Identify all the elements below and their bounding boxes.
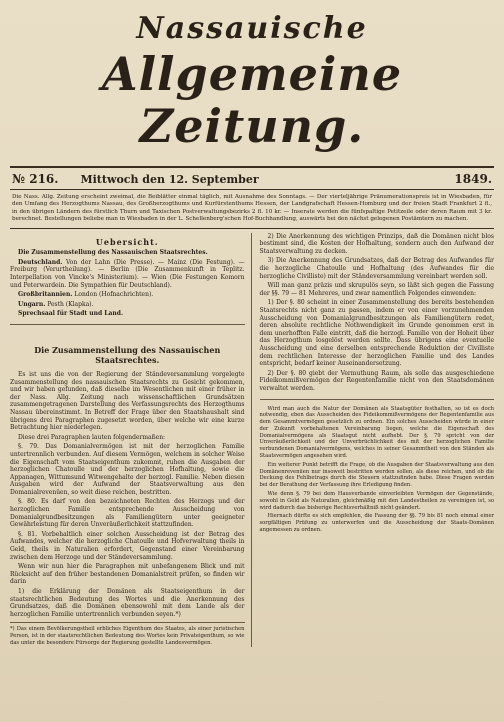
overview-item-label: Die Zusammenstellung des Nassauischen Staatsrechtes. (18, 249, 208, 257)
article-paragraph: 1) die Erklärung der Domänen als Staatseigenthum in der staatsrechtlichen Bedeutung des Wortes und die Anerkennung des Grundsatzes, daß die Domänen ebensowohl mit dem Lande als der herzoglichen Familie untertrennlich verbunden seyen.*) (10, 588, 245, 618)
overview-item (10, 301, 245, 309)
article-paragraph: 1) Der §. 80 scheint in einer Zusammenstellung des bereits bestehenden Staatsrechts nicht ganz zu passen, indem er von einer vorzunehmenden Ausscheidung von Domanialgrundbesitzungen als Familiengütern redet, deren absolute rechtliche Nothwendigkeit im Grunde genommen erst in dem unerhofften Falle eintritt, daß die herzogl. Familie von der Hoheit über das Herzogthum losgelöst werden sollte. Dass übrigens eine eventuelle Ausscheidung und eine derselben entsprechende Reduktion der Civilliste dem rechtlichen Interesse der herzoglichen Familie und des Landes entspricht, bedarf keiner Auseinandersetzung. (259, 299, 494, 368)
article-paragraph: Diese drei Paragraphen lauten folgendermaßen: (18, 433, 166, 441)
divider (10, 324, 245, 325)
overview-item-text: Pesth (Klapka). (47, 300, 94, 308)
columns (10, 233, 494, 647)
overview-item (10, 259, 245, 289)
footnote: *) Das einem Bevölkerungstheil erbliches Eigenthum des Staates, als einer juristischen Person, ist in der staatsrechtlichen Bedeutung des Wortes kein Privateigenthum, so wie das unter die besondere Fürsorge der Regierung gestellte Landesvermögen. (10, 626, 245, 646)
subscription-notice: Die Nass. Allg. Zeitung erscheint zweimal, die Beiblätter einmal täglich, mit Ausnahme des Sonntags. — Der vierteljährige Pränumerationspreis ist in Wiesbaden, für den Umfang des Herzogthums Nassau, des Großherzogthums und Kurfürstenthums Hessen, der Landgrafschaft Hessen-Homburg und der freien Stadt Frankfurt 2 fl., in den übrigen Ländern des fürstlich Thurn und Taxischen Postverwaltungsbezirks 2 fl. 10 kr. — Inserate werden die fünfspaltige Petitzeile oder deren Raum mit 3 kr. berechnet. Bestellungen beliebe man in Wiesbaden in der L. Schellenberg'schen Hof-Buchhandlung, auswärts bei den nächst gelegenen Postämtern zu machen. (10, 190, 494, 229)
right-column (260, 233, 495, 647)
issue-date: Mittwoch den 12. September (80, 173, 259, 186)
article-paragraph: §. 80. Es darf von den bezeichneten Rechten des Herzogs und der herzoglichen Familie entsprechende Ausscheidung von Domanialgrundbesitzungen als Familiengütern unter geeigneter Gewährleistung für deren Unveräußerlichkeit stattzufinden. (10, 498, 245, 529)
overview-item-text: Von der Lahn (Die Presse). — Mainz (Die Festung). — Freiburg (Verurtheilung). — Berlin (Die Zusammenkunft in Teplitz. Interpellation von Vincke's Ministerium). — Wien (Die Festungen Komorn und Peterwardein. Die Sympathien für Deutschland). (10, 258, 245, 289)
article-paragraph: 2) Die Anerkennung des wichtigen Prinzips, daß die Domänen nicht blos bestimmt sind, die Kosten der Hofhaltung, sondern auch den Aufwand der Staatsverwaltung zu decken. (259, 232, 494, 255)
article-paragraph: 3) Die Anerkennung des Grundsatzes, daß der Betrag des Aufwandes für die herzogliche Chatoulle und Hofhaltung (des Aufwandes für die herzogliche Civilliste) mit der Ständeversammlung vereinbart werden soll. (259, 257, 494, 280)
overview-list (10, 249, 245, 318)
left-column (10, 233, 252, 647)
article-paragraph: Will man ganz präzis und skrupulös seyn, so läßt sich gegen die Fassung der §§. 79 — 81 Mehreres, und zwar namentlich Folgendes einwenden: (259, 282, 494, 297)
article-paragraph: §. 81. Vorbehaltlich einer solchen Ausscheidung ist der Betrag des Aufwandes, welcher die herzogliche Chatoulle und Hofverwaltung theils in Geld, theils in Naturalien erfordert, Gegenstand einer Vereinbarung zwischen dem Herzoge und der Ständeversammlung. (10, 530, 245, 561)
article-title: Die Zusammenstellung des Nassauischen Staatsrechtes. (34, 344, 221, 365)
overview-item-text: London (Hofnachrichten). (74, 291, 154, 299)
masthead-line1: Nassauische (136, 11, 368, 46)
divider (260, 399, 495, 400)
dateline (10, 166, 494, 190)
issue-number: № 216. (12, 172, 59, 186)
issue-year: 1849. (454, 172, 492, 186)
article-paragraph: §. 79. Das Domanialvermögen ist mit der herzoglichen Familie untertrennlich verbunden. Auf diesem Vermögen, welchem in solcher Weise die Eigenschaft vom Staatseigenthum zukommt, ruhen die Ausgaben der herzoglichen Chatoulle und der herzoglichen Hofhaltung, sowie die Appanagen, Wittumsund Witwengehalte der herzogl. Familie. Neben diesen Ausgaben wird der Aufwand der Staatsverwaltung aus den Domanialrevenüen, so weit diese reichen, bestritten. (10, 443, 245, 496)
overview-item (10, 310, 245, 318)
overview-item-label: Deutschland. (18, 258, 63, 266)
overview-item (10, 249, 245, 257)
article-paragraph: Es ist uns die von der Regierung der Ständeversammlung vorgelegte Zusammenstellung des nassauischen Staatsrechts zu Gesicht gekommen, und wir haben gefunden, daß dieselbe im Wesentlichen mit einer früher in der Nass. Allg. Zeitung nach wissenschaftlichen Grundsätzen zusammengetragenen Darstellung des Verfassungsrechts des Herzogthums Nassau übereinstimmt. In Betreff der Frage über den Staatshaushalt sind übrigens drei Paragraphen zugesetzt worden, über welche wir eine kurze Betrachtung hier niederlegen. (10, 370, 245, 432)
footnote-divider (10, 622, 245, 623)
overview-item-label: Ungarn. (18, 300, 46, 308)
overview-item-label: Sprechsaal für Stadt und Land. (18, 310, 124, 318)
overview-item-label: Großbritannien. (18, 291, 73, 299)
masthead-title: Allgemeine Zeitung. (101, 47, 403, 153)
smallprint-paragraph: Wird man auch die Natur der Domänen als Staatsgüter festhalten, so ist es doch notwendig, eben das Ausscheiden des Fideikommißvermögens der Regentenfamilie aus dem Gesammtvermögen gesetzlich zu ordnen. Ein solches Ausscheiden würde in einer der Zukunft vorbehaltenen Vereinbarung liegen, welche die Eigenschaft des Domanialvermögens als Staatsgut nicht aufhebt. Der §. 79 spricht von der Unveräußerlichkeit und der Unverbrüchlichkeit des mit der herzoglichen Familie verbundenen Domanialvermögens, welches in seiner Gesammtheit von den Ständen als Staatsvermögen angesehen wird. (259, 405, 494, 460)
smallprint-paragraph: Wie denn §. 79 bei dem Hausverbande einverleibten Vermögen der Gegenstände, sowohl in Geld als Naturalien, gleichmäßig mit den Landestheilen zu vereinigen ist, so wird dadurch das bisherige Rechtsverhältniß nicht geändert. (259, 491, 494, 511)
smallprint-paragraph: Hiernach dürfte es sich empfehlen, die Fassung der §§. 79 bis 81 noch einmal einer sorgfältigen Prüfung zu unterwerfen und die Ausscheidung der Staats-Domänen angemessen zu ordnen. (259, 513, 494, 534)
overview-title: Uebersicht. (95, 236, 159, 247)
overview-item (10, 291, 245, 299)
article-paragraph: Wenn wir nun hier die Paragraphen mit unbefangenem Blick und mit Rücksicht auf den früher bestandenen Domanialstreit prüfen, so finden wir darin (10, 563, 245, 586)
article-paragraph: 2) Der §. 80 giebt der Vermuthung Raum, als solle das ausgeschiedene Fideikommißvermögen der Regentenfamilie nicht von den Staatsdomänen verwaltet werden. (259, 369, 494, 392)
smallprint-paragraph: Ein weiterer Punkt betrifft die Frage, ob die Ausgaben der Staatsverwaltung aus den Domänenrevenüen nur insoweit bestritten werden sollen, als diese reichen, und ob die Deckung des Fehlbetrags durch die Steuern stattzufinden habe. Diese Fragen werden bei der Berathung der Verfassung ihre Erledigung finden. (259, 461, 494, 489)
